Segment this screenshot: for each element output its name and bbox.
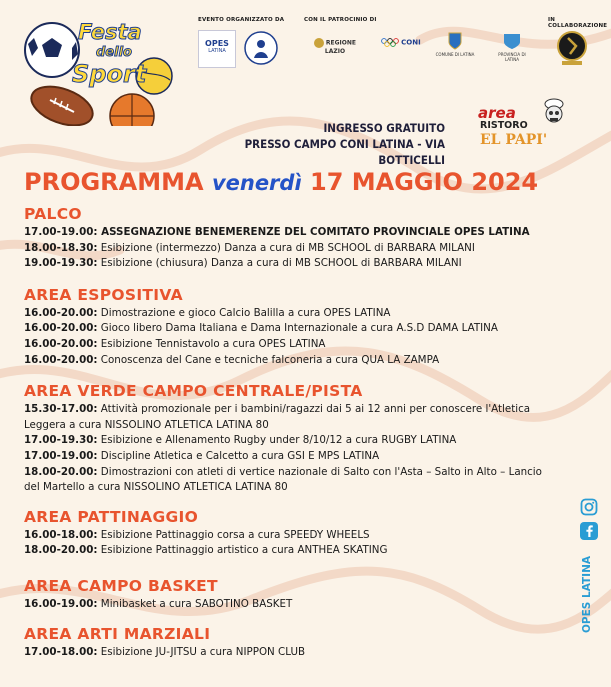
- schedule-item: 16.00-20.00: Esibizione Tennistavolo a cura OPES LATINA: [24, 337, 326, 350]
- opes-latina-logo: OPES LATINA: [198, 30, 236, 68]
- program-title: [24, 164, 604, 201]
- schedule-item: 16.00-18.00: Esibizione Pattinaggio corsa a cura SPEEDY WHEELS: [24, 528, 370, 541]
- patronage-label: CON IL PATROCINIO DI: [304, 17, 377, 23]
- date-label: 17 MAGGIO 2024: [310, 168, 539, 196]
- logo-text-dello: dello: [96, 45, 132, 60]
- ristoro-area-text: area: [478, 104, 516, 122]
- section-area-verde: [24, 380, 554, 496]
- schedule-item: 17.00-19.00: Discipline Atletica e Calcetto a cura GSI E MPS LATINA: [24, 449, 380, 462]
- ristoro-name: EL PAPI': [480, 132, 548, 148]
- social-links: [578, 498, 600, 638]
- schedule-item: 18.00-18.30: Esibizione (intermezzo) Danza a cura di MB SCHOOL di BARBARA MILANI: [24, 241, 475, 254]
- entry-info: [200, 120, 445, 168]
- facebook-icon[interactable]: [580, 522, 598, 540]
- section-area-campo-basket: [24, 575, 554, 613]
- schedule-item: 19.00-19.30: Esibizione (chiusura) Danza a cura di MB SCHOOL di BARBARA MILANI: [24, 257, 462, 270]
- collab-label: IN COLLABORAZIONE: [548, 17, 608, 29]
- section-title: AREA CAMPO BASKET: [24, 576, 218, 595]
- schedule-item: 17.00-19.30: Esibizione e Allenamento Rugby under 8/10/12 a cura RUGBY LATINA: [24, 434, 457, 447]
- section-palco: [24, 203, 554, 272]
- comune-di-latina-logo: COMUNE DI LATINA: [434, 32, 476, 57]
- schedule-item: 16.00-20.00: Gioco libero Dama Italiana e Dama Internazionale a cura A.S.D DAMA LATINA: [24, 322, 498, 335]
- day-label: venerdì: [211, 171, 302, 195]
- section-title: AREA ESPOSITIVA: [24, 285, 183, 304]
- area-ristoro-badge: [478, 98, 598, 154]
- coni-logo: CONI: [378, 38, 424, 47]
- collaboration-logo: [556, 28, 588, 68]
- section-title: AREA ARTI MARZIALI: [24, 624, 211, 643]
- venue-label: PRESSO CAMPO CONI LATINA - VIA BOTTICELLI: [244, 137, 445, 167]
- section-title: AREA VERDE CAMPO CENTRALE/PISTA: [24, 382, 363, 401]
- section-area-arti-marziali: [24, 623, 554, 661]
- ristoro-label: RISTORO: [480, 120, 528, 131]
- instagram-icon[interactable]: [580, 498, 598, 516]
- logo-text-festa: Festa: [78, 20, 142, 44]
- section-area-espositiva: [24, 284, 554, 368]
- section-title: AREA PATTINAGGIO: [24, 507, 199, 526]
- free-entry-label: INGRESSO GRATUITO: [323, 121, 445, 135]
- regione-lazio-logo: REGIONE LAZIO: [308, 38, 362, 55]
- schedule-item: 16.00-19.00: Minibasket a cura SABOTINO BASKET: [24, 597, 293, 610]
- organized-label: EVENTO ORGANIZZATO DA: [198, 17, 285, 23]
- social-handle: OPES LATINA: [581, 556, 593, 633]
- schedule-item: 16.00-20.00: Dimostrazione e gioco Calcio Balilla a cura OPES LATINA: [24, 306, 391, 319]
- chef-skull-icon: [540, 98, 568, 126]
- program-list: [24, 203, 554, 660]
- provincia-di-latina-logo: PROVINCIA DI LATINA: [492, 32, 532, 62]
- schedule-item: 15.30-17.00: Attività promozionale per i bambini/ragazzi dai 5 ai 12 anni per conoscere l'Atletica Leggera a cura NISSOLINO ATLETICA LATINA 80: [24, 403, 531, 431]
- logo-text-sport: Sport: [72, 60, 147, 88]
- programma-label: PROGRAMMA: [24, 168, 204, 196]
- section-title: PALCO: [24, 205, 82, 223]
- schedule-item: 17.00-18.00: Esibizione JU-JITSU a cura NIPPON CLUB: [24, 645, 306, 658]
- schedule-item: 16.00-20.00: Conoscenza del Cane e tecniche falconeria a cura QUA LA ZAMPA: [24, 353, 440, 366]
- schedule-item: 18.00-20.00: Dimostrazioni con atleti di vertice nazionale di Salto con l'Asta – Salto in Alto – Lancio del Martello a cura NISSOLINO ATLETICA LATINA 80: [24, 465, 542, 494]
- section-area-pattinaggio: [24, 506, 554, 559]
- schedule-item: 18.00-20.00: Esibizione Pattinaggio artistico a cura ANTHEA SKATING: [24, 544, 388, 557]
- schedule-item: 17.00-19.00: ASSEGNAZIONE BENEMERENZE DEL COMITATO PROVINCIALE OPES LATINA: [24, 226, 530, 238]
- opes-shield-logo: [244, 30, 278, 66]
